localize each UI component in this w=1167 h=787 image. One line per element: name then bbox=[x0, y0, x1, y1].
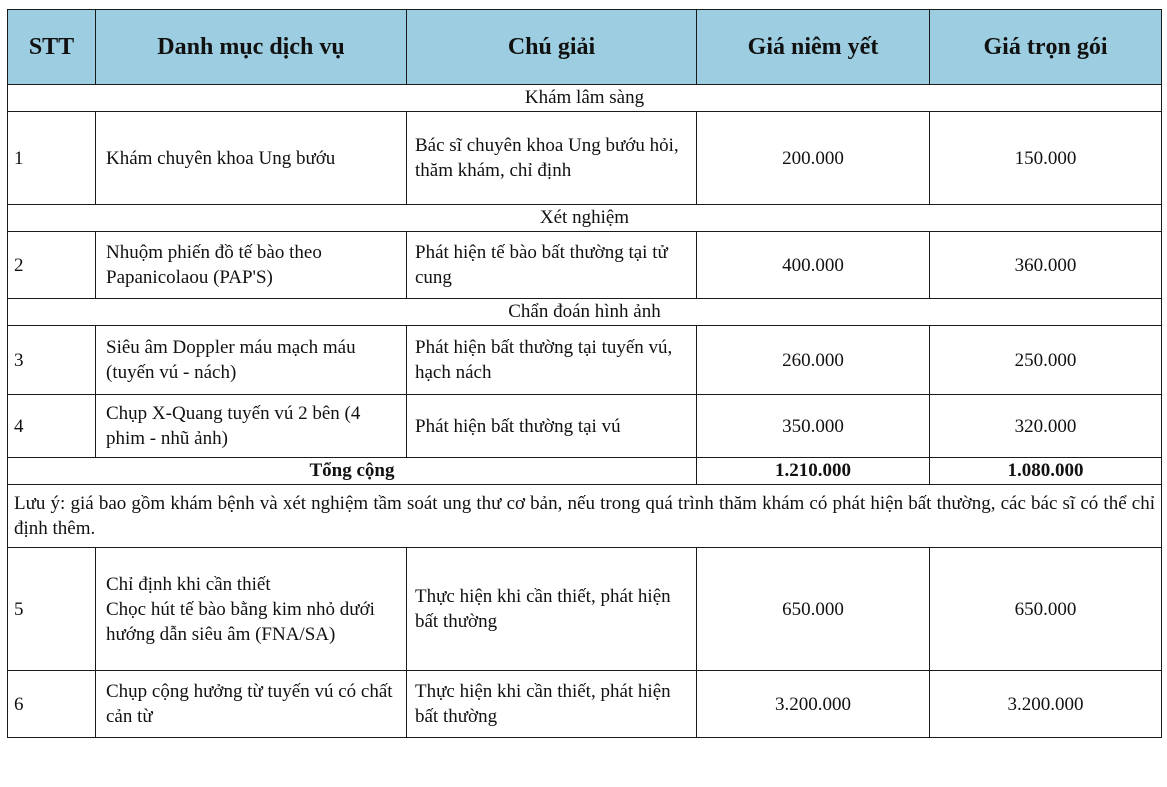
price-table bbox=[7, 9, 1162, 738]
row-package-price: 360.000 bbox=[930, 232, 1162, 299]
row-package-price: 320.000 bbox=[930, 395, 1162, 458]
row-service-name: Khám chuyên khoa Ung bướu bbox=[96, 112, 407, 205]
table-row bbox=[8, 232, 1162, 299]
header-stt: STT bbox=[8, 10, 96, 85]
row-service-name: Chỉ định khi cần thiết Chọc hút tế bào bằng kim nhỏ dưới hướng dẫn siêu âm (FNA/SA) bbox=[96, 548, 407, 671]
section-row-clinical bbox=[8, 85, 1162, 112]
row-list-price: 650.000 bbox=[697, 548, 930, 671]
total-row bbox=[8, 458, 1162, 485]
row-stt: 6 bbox=[8, 671, 96, 738]
row-service-name: Nhuộm phiến đồ tế bào theo Papanicolaou (PAP'S) bbox=[96, 232, 407, 299]
row-note: Thực hiện khi cần thiết, phát hiện bất thường bbox=[407, 548, 697, 671]
table-row bbox=[8, 395, 1162, 458]
header-list-price: Giá niêm yết bbox=[697, 10, 930, 85]
footnote-row bbox=[8, 485, 1162, 548]
header-row bbox=[8, 10, 1162, 85]
row-service-name: Siêu âm Doppler máu mạch máu (tuyến vú - nách) bbox=[96, 326, 407, 395]
table-row bbox=[8, 671, 1162, 738]
row-stt: 2 bbox=[8, 232, 96, 299]
row-note: Phát hiện tế bào bất thường tại tử cung bbox=[407, 232, 697, 299]
row-package-price: 3.200.000 bbox=[930, 671, 1162, 738]
row-list-price: 200.000 bbox=[697, 112, 930, 205]
section-row-imaging bbox=[8, 299, 1162, 326]
section-title: Khám lâm sàng bbox=[8, 85, 1162, 112]
footnote-text: Lưu ý: giá bao gồm khám bệnh và xét nghiệm tầm soát ung thư cơ bản, nếu trong quá trình thăm khám có phát hiện bất thường, các bác sĩ có thể chỉ định thêm. bbox=[8, 485, 1162, 548]
row-service-name: Chụp cộng hưởng từ tuyến vú có chất cản từ bbox=[96, 671, 407, 738]
section-title: Chẩn đoán hình ảnh bbox=[8, 299, 1162, 326]
table-row bbox=[8, 548, 1162, 671]
section-title: Xét nghiệm bbox=[8, 205, 1162, 232]
total-list-price: 1.210.000 bbox=[697, 458, 930, 485]
row-stt: 5 bbox=[8, 548, 96, 671]
row-package-price: 150.000 bbox=[930, 112, 1162, 205]
row-list-price: 400.000 bbox=[697, 232, 930, 299]
header-note: Chú giải bbox=[407, 10, 697, 85]
total-label: Tổng cộng bbox=[8, 458, 697, 485]
row-package-price: 650.000 bbox=[930, 548, 1162, 671]
row-list-price: 260.000 bbox=[697, 326, 930, 395]
row-stt: 4 bbox=[8, 395, 96, 458]
header-package-price: Giá trọn gói bbox=[930, 10, 1162, 85]
row-service-name: Chụp X-Quang tuyến vú 2 bên (4 phim - nhũ ảnh) bbox=[96, 395, 407, 458]
row-package-price: 250.000 bbox=[930, 326, 1162, 395]
header-category: Danh mục dịch vụ bbox=[96, 10, 407, 85]
total-package-price: 1.080.000 bbox=[930, 458, 1162, 485]
row-list-price: 3.200.000 bbox=[697, 671, 930, 738]
table-row bbox=[8, 326, 1162, 395]
row-stt: 3 bbox=[8, 326, 96, 395]
row-note: Bác sĩ chuyên khoa Ung bướu hỏi, thăm khám, chỉ định bbox=[407, 112, 697, 205]
row-note: Phát hiện bất thường tại vú bbox=[407, 395, 697, 458]
table-row bbox=[8, 112, 1162, 205]
row-list-price: 350.000 bbox=[697, 395, 930, 458]
section-row-lab bbox=[8, 205, 1162, 232]
row-note: Thực hiện khi cần thiết, phát hiện bất thường bbox=[407, 671, 697, 738]
row-stt: 1 bbox=[8, 112, 96, 205]
row-note: Phát hiện bất thường tại tuyến vú, hạch nách bbox=[407, 326, 697, 395]
